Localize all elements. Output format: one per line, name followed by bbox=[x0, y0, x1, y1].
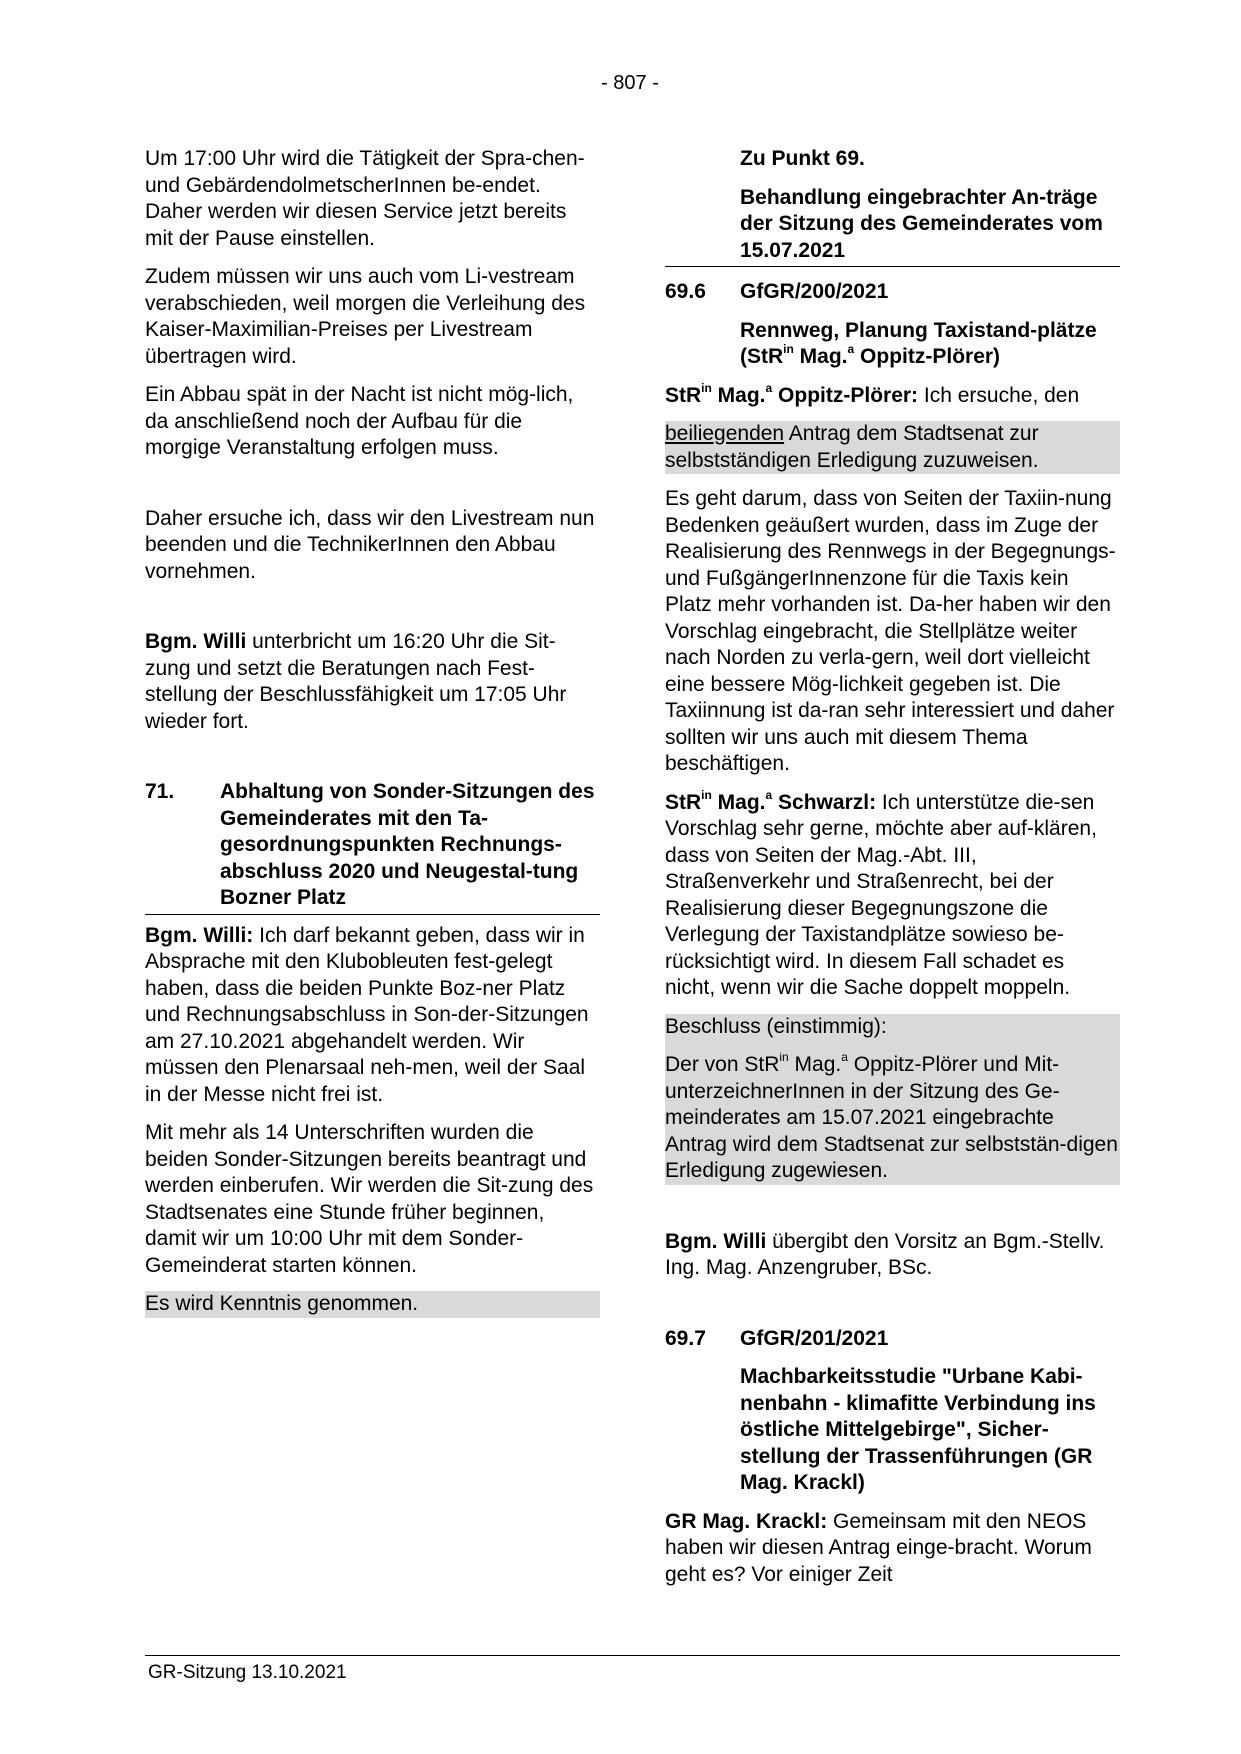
paragraph-text: übergibt den Vorsitz an Bgm.-Stellv. Ing. Mag. Anzengruber, BSc. bbox=[665, 1229, 1105, 1279]
speaker-name: Bgm. Willi: bbox=[145, 923, 254, 947]
paragraph-livestream: Zudem müssen wir uns auch vom Li-vestream verabschieden, weil morgen die Verleihung des Kaiser-Maximilian-Preises per Livestream übertragen wird. bbox=[145, 265, 586, 368]
item-number: 71. bbox=[145, 780, 175, 803]
resolution-label: Beschluss (einstimmig): bbox=[665, 1014, 887, 1038]
agenda-item-71 bbox=[145, 779, 600, 915]
item-number: 69.6 bbox=[665, 280, 706, 303]
paragraph-oppitz bbox=[665, 380, 1120, 410]
section-heading-punkt-69: Zu Punkt 69. bbox=[740, 147, 865, 170]
motion-text: beiliegenden Antrag dem Stadtsenat zur selbstständigen Erledigung zuzuweisen. bbox=[665, 421, 1120, 474]
paragraph-text: Ich darf bekannt geben, dass wir in Absprache mit den Klubobleuten fest-gelegt haben, dass die beiden Punkte Boz-ner Platz und Rechnungsabschluss in Son-der-Sitzungen am 27.10.2021 abgehandelt werden. Wir müssen den Plenarsaal neh-men, weil der Saal in der Messe nicht frei ist. bbox=[145, 923, 589, 1106]
resolution-text: Der von StR$^{in}$ Mag.$^a$ Oppitz-Plörer und Mit-unterzeichnerInnen in der Sitzung des Ge-meinderates am 15.07.2021 eingebrachte Antrag wird dem Stadtsenat zur selbststän-digen Erledigung zugewiesen. bbox=[665, 1050, 1118, 1182]
paragraph-abbau: Ein Abbau spät in der Nacht ist nicht mög-lich, da anschließend noch der Aufbau für die morgige Veranstaltung erfolgen muss. bbox=[145, 383, 574, 459]
paragraph-text: Ich ersuche, den bbox=[918, 383, 1080, 407]
resolution-block bbox=[665, 1014, 1120, 1185]
speaker-name: StR$^{in}$ Mag.$^a$ Oppitz-Plörer: bbox=[665, 380, 919, 407]
footer-text: GR-Sitzung 13.10.2021 bbox=[148, 1662, 347, 1683]
page-number: - 807 - bbox=[601, 72, 659, 94]
paragraph-text: Gemeinsam mit den NEOS haben wir diesen Antrag einge-bracht. Worum geht es? Vor einiger Zeit bbox=[665, 1509, 1092, 1586]
speaker-name: Bgm. Willi bbox=[145, 630, 247, 653]
speaker-name: StR$^{in}$ Mag.$^a$ Schwarzl: bbox=[665, 787, 877, 814]
right-column bbox=[665, 146, 1120, 1588]
item-number: 69.7 bbox=[665, 1326, 706, 1350]
paragraph-vorsitz bbox=[665, 1229, 1120, 1282]
paragraph-ersuche: Daher ersuche ich, dass wir den Livestream nun beenden und die TechnikerInnen den Abbau vornehmen. bbox=[145, 506, 595, 583]
paragraph-unterbrechung bbox=[145, 629, 600, 735]
section-subheading: Behandlung eingebrachter An-träge der Sitzung des Gemeinderates vom 15.07.2021 bbox=[740, 185, 1103, 262]
paragraph-taxi: Es geht darum, dass von Seiten der Taxiin-nung Bedenken geäußert wurden, dass im Zuge der Realisierung des Rennwegs in der Begegnungs- und FußgängerInnenzone für die Taxis kein Platz mehr vorhanden ist. Da-her haben wir den Vorschlag eingebracht, die Stellplätze weiter nach Norden zu verla-gern, weil dort vielleicht eine bessere Mög-lichkeit gegeben ist. Die Taxiinnung ist da-ran sehr interessiert und daher sollten wir uns auch mit diesem Thema beschäftigen. bbox=[665, 487, 1116, 775]
footer-rule bbox=[145, 1655, 1120, 1656]
paragraph-text: Ich unterstütze die-sen Vorschlag sehr gerne, möchte aber auf-klären, dass von Seiten der Mag.-Abt. III, Straßenverkehr und Straßenrecht, bei der Realisierung dieser Begegnungszone die Verlegung der Taxistandplätze sowieso be-rücksichtigt wird. In diesem Fall schadet es nicht, wenn wir die Sache doppelt moppeln. bbox=[665, 790, 1097, 999]
paragraph-krackl bbox=[665, 1509, 1120, 1589]
section-subheading-wrap bbox=[665, 185, 1120, 268]
left-column bbox=[145, 146, 600, 1318]
item-code: GfGR/200/2021 bbox=[740, 280, 889, 303]
paragraph-service-end: Um 17:00 Uhr wird die Tätigkeit der Spra-chen- und GebärdendolmetscherInnen be-endet. Daher werden wir diesen Service jetzt bereits mit der Pause einstellen. bbox=[145, 147, 585, 250]
paragraph-unterschriften: Mit mehr als 14 Unterschriften wurden die beiden Sonder-Sitzungen bereits beantragt und werden einberufen. Wir werden die Sit-zung des Stadtsenates eine Stunde früher beginnen, damit wir um 10:00 Uhr mit dem Sonder-Gemeinderat starten können. bbox=[145, 1121, 594, 1277]
paragraph-sonder-sitzungen bbox=[145, 923, 600, 1109]
agenda-item-69-6-header bbox=[665, 279, 1120, 306]
item-code: GfGR/201/2021 bbox=[740, 1326, 889, 1350]
item-title-69-6: Rennweg, Planung Taxistand-plätze (StR$^{in}$ Mag.$^a$ Oppitz-Plörer) bbox=[740, 318, 1097, 368]
resolution-kenntnis: Es wird Kenntnis genommen. bbox=[145, 1291, 600, 1318]
agenda-item-69-7-header bbox=[665, 1326, 1120, 1353]
speaker-name: GR Mag. Krackl: bbox=[665, 1509, 828, 1533]
item-title-69-7: Machbarkeitsstudie "Urbane Kabi-nenbahn - klimafitte Verbindung ins östliche Mittelgebirge", Sicher-stellung der Trassenführungen (GR Mag. Krackl) bbox=[740, 1365, 1096, 1494]
item-title: Abhaltung von Sonder-Sitzungen des Gemeinderates mit den Ta-gesordnungspunkten Rechnungs-abschluss 2020 und Neugestal-tung Bozner Platz bbox=[220, 780, 595, 909]
paragraph-schwarzl bbox=[665, 787, 1120, 1002]
underlined-word: beiliegenden bbox=[665, 422, 785, 445]
speaker-name: Bgm. Willi bbox=[665, 1229, 767, 1253]
paragraph-text: unterbricht um 16:20 Uhr die Sit-zung und setzt die Beratungen nach Fest-stellung der Beschlussfähigkeit um 17:05 Uhr wieder fort. bbox=[145, 630, 567, 733]
